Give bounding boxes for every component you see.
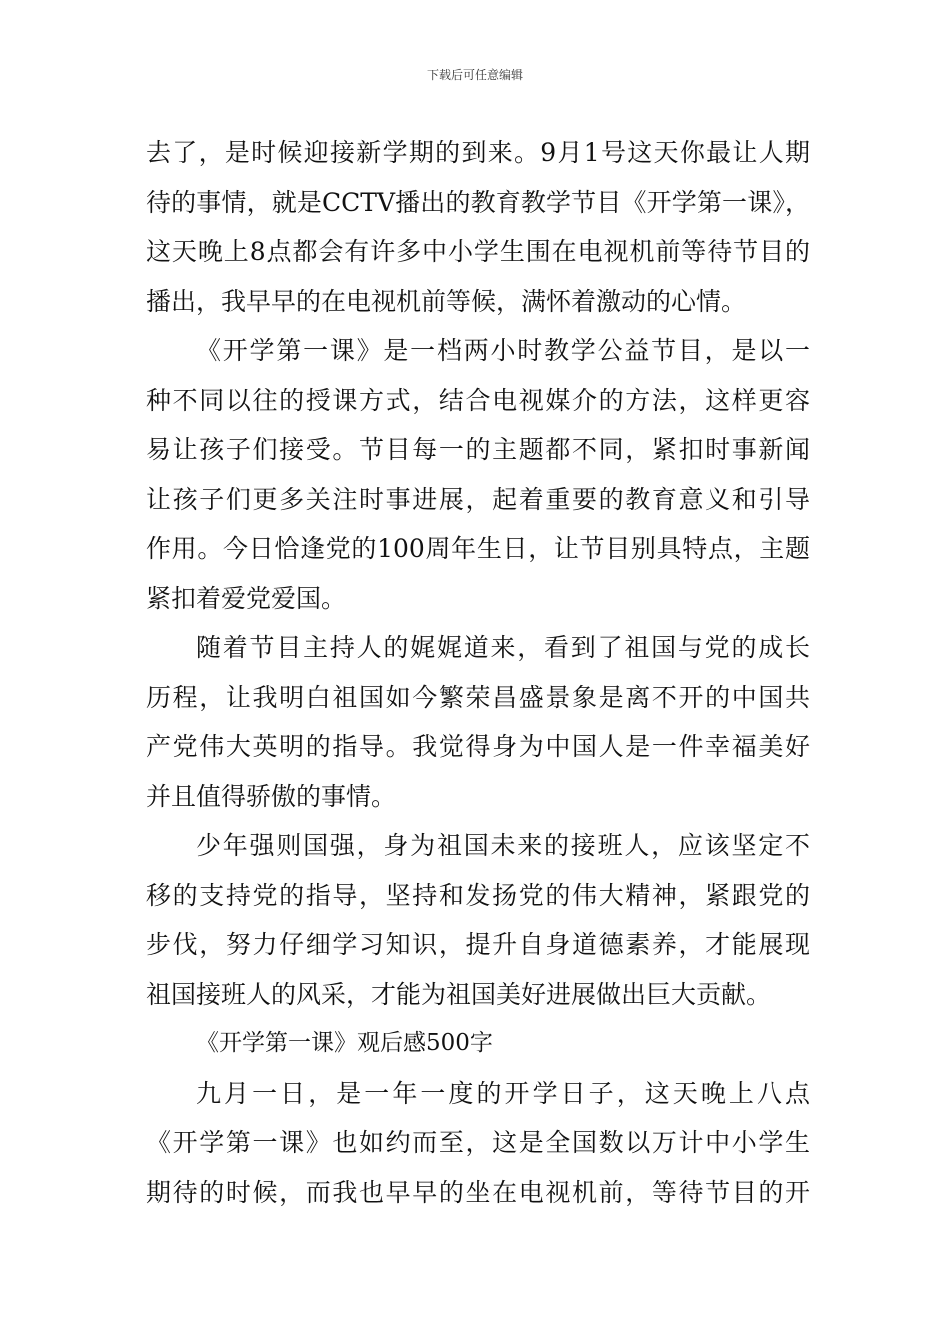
document-body [146, 128, 810, 1217]
text-line: 步伐，努力仔细学习知识，提升自身道德素养，才能展现 [146, 930, 810, 959]
text-line: 九月一日，是一年一度的开学日子，这天晚上八点 [196, 1078, 810, 1108]
page-header: 下载后可任意编辑 [426, 68, 523, 82]
text-line: 期待的时候，而我也早早的坐在电视机前，等待节目的开 [146, 1177, 810, 1207]
section-heading: 《开学第一课》观后感500字 [196, 1030, 493, 1056]
text-line: 历程，让我明白祖国如今繁荣昌盛景象是离不开的中国共 [146, 682, 810, 712]
text-line: 产党伟大英明的指导。我觉得身为中国人是一件幸福美好 [146, 732, 810, 761]
text-line: 待的事情，就是CCTV播出的教育教学节目《开学第一课》， [146, 187, 810, 217]
text-line: 作用。今日恰逢党的100周年生日，让节目别具特点，主题 [146, 534, 810, 563]
text-line: 少年强则国强，身为祖国未来的接班人，应该坚定不 [196, 831, 810, 860]
text-line: 种不同以往的授课方式，结合电视媒介的方法，这样更容 [146, 385, 810, 415]
text-line: 《开学第一课》是一档两小时教学公益节目，是以一 [196, 336, 810, 365]
text-line: 播出，我早早的在电视机前等候，满怀着激动的心情。 [146, 286, 747, 316]
text-line: 这天晚上8点都会有许多中小学生围在电视机前等待节目的 [146, 237, 810, 266]
text-line: 《开学第一课》也如约而至，这是全国数以万计中小学生 [146, 1128, 810, 1157]
text-line: 移的支持党的指导，坚持和发扬党的伟大精神，紧跟党的 [146, 880, 810, 910]
text-line: 祖国接班人的风采，才能为祖国美好进展做出巨大贡献。 [146, 979, 772, 1009]
text-line: 并且值得骄傲的事情。 [146, 781, 397, 811]
text-line: 让孩子们更多关注时事进展，起着重要的教育意义和引导 [146, 484, 810, 514]
text-line: 紧扣着爱党爱国。 [146, 583, 347, 613]
text-line: 易让孩子们接受。节目每一的主题都不同，紧扣时事新闻 [146, 435, 810, 464]
text-line: 去了，是时候迎接新学期的到来。9月1号这天你最让人期 [146, 138, 810, 167]
text-line: 随着节目主持人的娓娓道来，看到了祖国与党的成长 [196, 633, 810, 662]
